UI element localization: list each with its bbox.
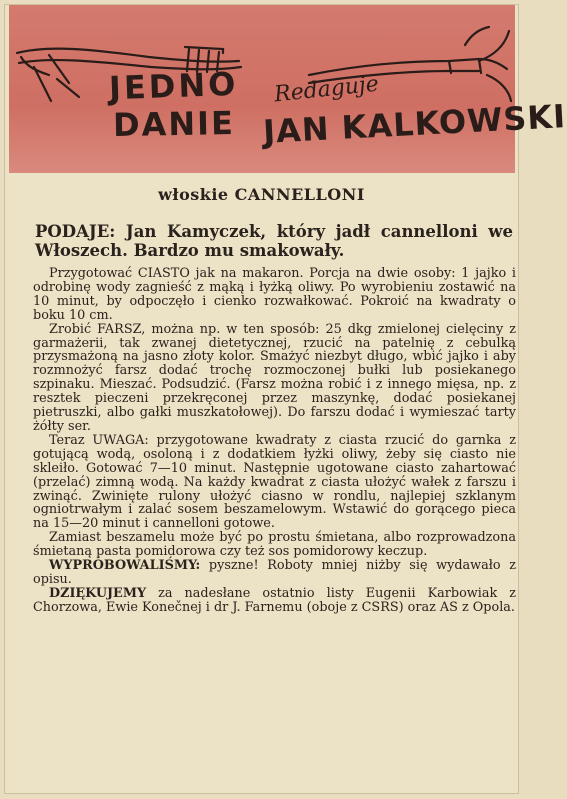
paragraph-filling: Zrobić FARSZ, można np. w ten sposób: 25 dkg zmielonej cielęciny z garmażerii, tak zwanej dietetycznej, rzucić na patelnię z cebulką przysmażoną na jasno złoty kolor. Smażyć niezbyt długo, wbić jajko i aby rozmnożyć farsz dodać trochę rozmoczonej bułki lub posiekanego szpinaku. Mieszać. Podsudzić. (Farsz można robić i z innego mięsa, np. z resztek pieczeni przekręconej przez maszynkę, dodać posiekanej pietruszki, albo gałki muszkatołowej). Do farszu dodać i wymieszać tarty żółty ser.	[33, 321, 516, 434]
header-credit: Redaguje	[272, 71, 380, 108]
paragraph-tested: WYPRÓBOWALIŚMY: pyszne! Roboty mniej niżby się wydawało z opisu.	[33, 558, 516, 587]
recipe-body	[33, 267, 516, 615]
newspaper-clipping	[4, 4, 567, 794]
paragraph-dough: Przygotować CIASTO jak na makaron. Porcja na dwie osoby: 1 jajko i odrobinę wody zagnieść z mąką i łyżką oliwy. Po wyrobieniu zostawić na 10 minut, by odpoczęło i cienko rozwałkować. Pokroić na kwadraty o boku 10 cm.	[33, 266, 516, 323]
cutlery-illustration	[9, 5, 515, 173]
column-header-banner	[9, 5, 567, 173]
paragraph-alternative-sauce: Zamiast beszamelu może być po prostu śmietana, albo rozprowadzona śmietaną pasta pomidorowa czy też sos pomidorowy keczup.	[33, 530, 516, 560]
paragraph-cooking: Teraz UWAGA: przygotowane kwadraty z ciasta rzucić do garnka z gotującą wodą, osoloną i z dodatkiem łyżki oliwy, żeby się ciasto nie skleiło. Gotować 7—10 minut. Następnie ugotowane ciasto zahartować (przelać) zimną wodą. Na każdy kwadrat z ciasta ułożyć wałek z farszu i zwinąć. Zwinięte rulony ułożyć ciasno w rondlu, najlepiej szklanym ogniotrwałym i zalać sosem beszamelowym. Wstawić do gorącego pieca na 15—20 minut i cannelloni gotowe.	[33, 432, 516, 532]
lead-paragraph: PODAJE: Jan Kamyczek, który jadł cannelloni we Włoszech. Bardzo mu smakowały.	[35, 222, 513, 260]
recipe-title: włoskie CANNELLONI	[158, 185, 365, 204]
paragraph-thanks: DZIĘKUJEMY za nadesłane ostatnio listy Eugenii Karbowiak z Chorzowa, Ewie Konečnej i dr J. Farnemu (oboje z CSRS) oraz AS z Opola.	[33, 585, 516, 615]
header-word-danie: DANIE	[112, 103, 236, 145]
header-word-jedno: JEDNO	[108, 64, 239, 108]
header-author: JAN KALKOWSKI	[262, 97, 567, 151]
